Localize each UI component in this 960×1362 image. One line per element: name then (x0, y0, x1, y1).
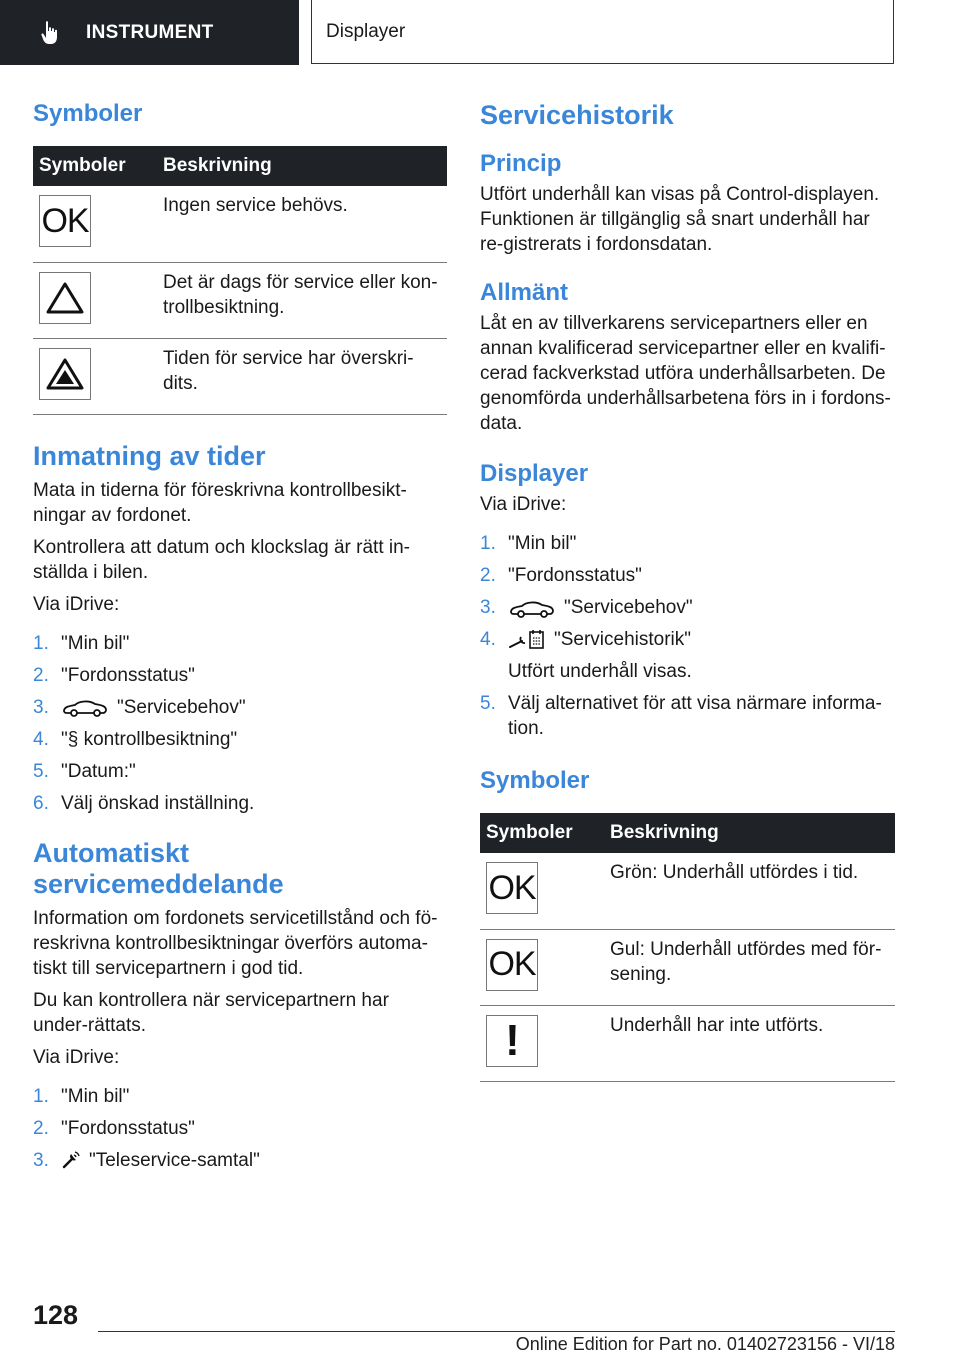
symbols-heading-left: Symboler (33, 100, 143, 127)
entry-paragraph-2: Kontrollera att datum och klockslag är rätt in-ställda i bilen. (33, 536, 411, 583)
symbol-description: Det är dags för service eller kon-trollbesiktning. (157, 262, 447, 338)
history-heading: Servicehistorik (480, 100, 674, 130)
entry-paragraph-3: Via iDrive: (33, 593, 120, 615)
symbol-description: Tiden för service har överskri-dits. (157, 338, 447, 414)
exclamation-symbol-icon: ! (486, 1015, 538, 1067)
table-header-description: Beskrivning (604, 813, 895, 853)
ok-symbol-icon: OK (39, 195, 91, 247)
car-icon (508, 598, 556, 618)
princip-heading: Princip (480, 150, 562, 177)
symbols-heading-right: Symboler (480, 767, 590, 794)
entry-paragraph-1: Mata in tiderna för föreskrivna kontrollbesikt-ningar av fordonet. (33, 479, 407, 526)
symbols-table-right (480, 813, 895, 1082)
symbol-description: Gul: Underhåll utfördes med för-sening. (604, 929, 895, 1005)
entry-heading: Inmatning av tider (33, 440, 266, 471)
symbols-table-left (33, 146, 447, 415)
list-item: 3. "Servicebehov" (480, 597, 693, 618)
auto-paragraph-1: Information om fordonets servicetillstånd och fö-reskrivna kontrollbesiktningar överförs automa-tiskt till servicepartnern i god tid. (33, 907, 438, 979)
footer-edition: Online Edition for Part no. 01402723156 - VI/18 (515, 1334, 895, 1354)
list-item: 3. "Servicebehov" (33, 696, 246, 718)
list-item: 4. "§ kontrollbesiktning" (33, 728, 238, 750)
general-heading: Allmänt (480, 279, 569, 306)
header-chapter-box (311, 0, 894, 64)
list-item: 2. "Fordonsstatus" (480, 565, 642, 586)
table-header-symbols: Symboler (480, 813, 604, 853)
list-item: 5. "Datum:" (33, 760, 136, 782)
table-row (480, 929, 895, 1005)
header-section-tab (0, 0, 299, 65)
auto-paragraph-3: Via iDrive: (33, 1046, 120, 1068)
warning-triangle-icon (39, 272, 91, 324)
list-item: 1. "Min bil" (33, 632, 130, 654)
princip-paragraph: Utfört underhåll kan visas på Control-displayen. Funktionen är tillgänglig så snart underhåll har re-gistrerats i fordonsdatan. (480, 184, 880, 255)
page-number: 128 (33, 1300, 79, 1330)
table-header-symbols: Symboler (33, 146, 157, 186)
right-column (480, 100, 895, 1082)
table-row (33, 262, 447, 338)
displays-paragraph: Via iDrive: (480, 494, 567, 515)
left-column (33, 100, 447, 1180)
symbol-description: Ingen service behövs. (157, 186, 447, 262)
list-item: 5. Välj alternativet för att visa närmare informa-tion. (480, 693, 882, 739)
list-item: 1. "Min bil" (480, 533, 577, 554)
table-header-description: Beskrivning (157, 146, 447, 186)
service-history-icon (508, 629, 546, 651)
ok-yellow-symbol-icon: OK (486, 939, 538, 991)
footer-divider (98, 1331, 895, 1332)
car-icon (61, 697, 109, 717)
step-sub-text: Utfört underhåll visas. (508, 661, 692, 682)
displays-steps-list (480, 531, 895, 741)
table-row (480, 1005, 895, 1081)
table-row (33, 186, 447, 262)
symbol-description: Grön: Underhåll utfördes i tid. (604, 853, 895, 929)
list-item: 2. "Fordonsstatus" (33, 1117, 195, 1139)
list-item: 2. "Fordonsstatus" (33, 664, 195, 686)
list-item: 3. "Teleservice-samtal" (33, 1149, 260, 1171)
ok-green-symbol-icon: OK (486, 862, 538, 914)
auto-steps-list (33, 1084, 447, 1173)
displays-heading: Displayer (480, 460, 589, 487)
auto-paragraph-2: Du kan kontrollera när servicepartnern har under-rättats. (33, 989, 389, 1036)
list-item: 1. "Min bil" (33, 1085, 130, 1107)
general-paragraph: Låt en av tillverkarens servicepartners eller en annan kvalificerad servicepartner eller en kvalifi-cerad fackverkstad utföra underhållsarbeten. De genomförda underhållsarbetena förs in i fordons-data. (480, 313, 891, 434)
header-chapter-title: Displayer (326, 20, 406, 42)
table-row (480, 853, 895, 929)
entry-steps-list (33, 631, 447, 816)
symbol-description: Underhåll har inte utförts. (604, 1005, 895, 1081)
overdue-triangle-icon (39, 348, 91, 400)
table-row (33, 338, 447, 414)
auto-heading: Automatiskt servicemeddelande (33, 837, 284, 899)
teleservice-wrench-icon (61, 1150, 81, 1170)
header-section-title: INSTRUMENT (86, 21, 214, 43)
list-item: 6. Välj önskad inställning. (33, 792, 255, 814)
list-item: 4. "Servicehistorik" Utfört underhåll visas. (480, 627, 895, 684)
pointing-hand-icon (40, 20, 66, 46)
